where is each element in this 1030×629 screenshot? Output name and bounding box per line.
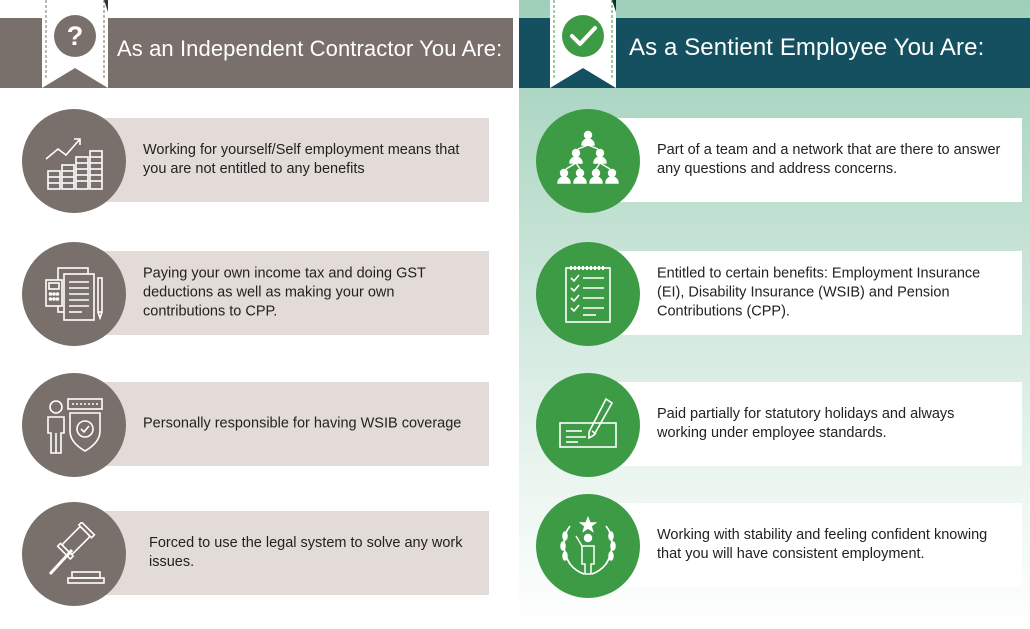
- gavel-icon: [42, 522, 106, 586]
- contractor-item-text: Personally responsible for having WSIB coverage: [143, 415, 462, 432]
- employee-badge: [550, 0, 616, 88]
- checkmark-icon: [562, 15, 604, 57]
- contractor-item: [22, 109, 492, 213]
- employee-item: [536, 242, 1024, 346]
- tax-documents-icon: [42, 262, 106, 326]
- award-laurel-icon: [556, 514, 620, 578]
- contractor-item-box: [72, 118, 489, 202]
- employee-item-text: Working with stability and feeling confident knowing that you will have consistent employment.: [657, 527, 988, 562]
- contractor-badge: [42, 0, 108, 88]
- employee-item-text: Paid partially for statutory holidays and always working under employee standards.: [657, 406, 955, 441]
- contractor-item-icon-circle: [22, 373, 126, 477]
- contractor-item: [22, 502, 492, 606]
- employee-item: [536, 494, 1024, 598]
- growth-chart-icon: [42, 129, 106, 193]
- team-network-icon: [556, 129, 620, 193]
- employee-item-box: [586, 251, 1022, 335]
- question-mark-icon: [54, 15, 96, 57]
- employee-title: As a Sentient Employee You Are:: [629, 34, 985, 61]
- checklist-icon: [556, 262, 620, 326]
- employee-item: [536, 109, 1024, 213]
- employee-item-box: [586, 118, 1022, 202]
- contractor-item-icon-circle: [22, 109, 126, 213]
- employee-item: [536, 373, 1024, 477]
- worker-shield-icon: [42, 393, 106, 457]
- employee-item-text: Entitled to certain benefits: Employment Insurance (EI), Disability Insurance (WSIB) and Pension Contributions (CPP).: [657, 265, 981, 320]
- employee-item-icon-circle: [536, 109, 640, 213]
- contractor-item-box: [72, 251, 489, 335]
- employee-column: [519, 0, 1030, 629]
- employee-item-box: [586, 382, 1022, 466]
- employee-item-icon-circle: [536, 373, 640, 477]
- contractor-item-text: Paying your own income tax and doing GST deductions as well as making your own contributions to CPP.: [143, 265, 426, 320]
- contractor-item-box: [72, 382, 489, 466]
- contractor-item: [22, 242, 492, 346]
- contractor-item-box: [72, 511, 489, 595]
- contractor-item-text: Working for yourself/Self employment means that you are not entitled to any benefits: [143, 142, 460, 177]
- contractor-item-icon-circle: [22, 242, 126, 346]
- employee-item-icon-circle: [536, 242, 640, 346]
- employee-item-icon-circle: [536, 494, 640, 598]
- contractor-item-icon-circle: [22, 502, 126, 606]
- contractor-item: [22, 373, 492, 477]
- contractor-title: As an Independent Contractor You Are:: [117, 36, 503, 61]
- employee-item-box: [586, 503, 1022, 587]
- cheque-signing-icon: [556, 393, 620, 457]
- employee-item-text: Part of a team and a network that are there to answer any questions and address concerns.: [657, 142, 1001, 177]
- contractor-item-text: Forced to use the legal system to solve any work issues.: [149, 535, 463, 570]
- svg-text:?: ?: [66, 21, 84, 51]
